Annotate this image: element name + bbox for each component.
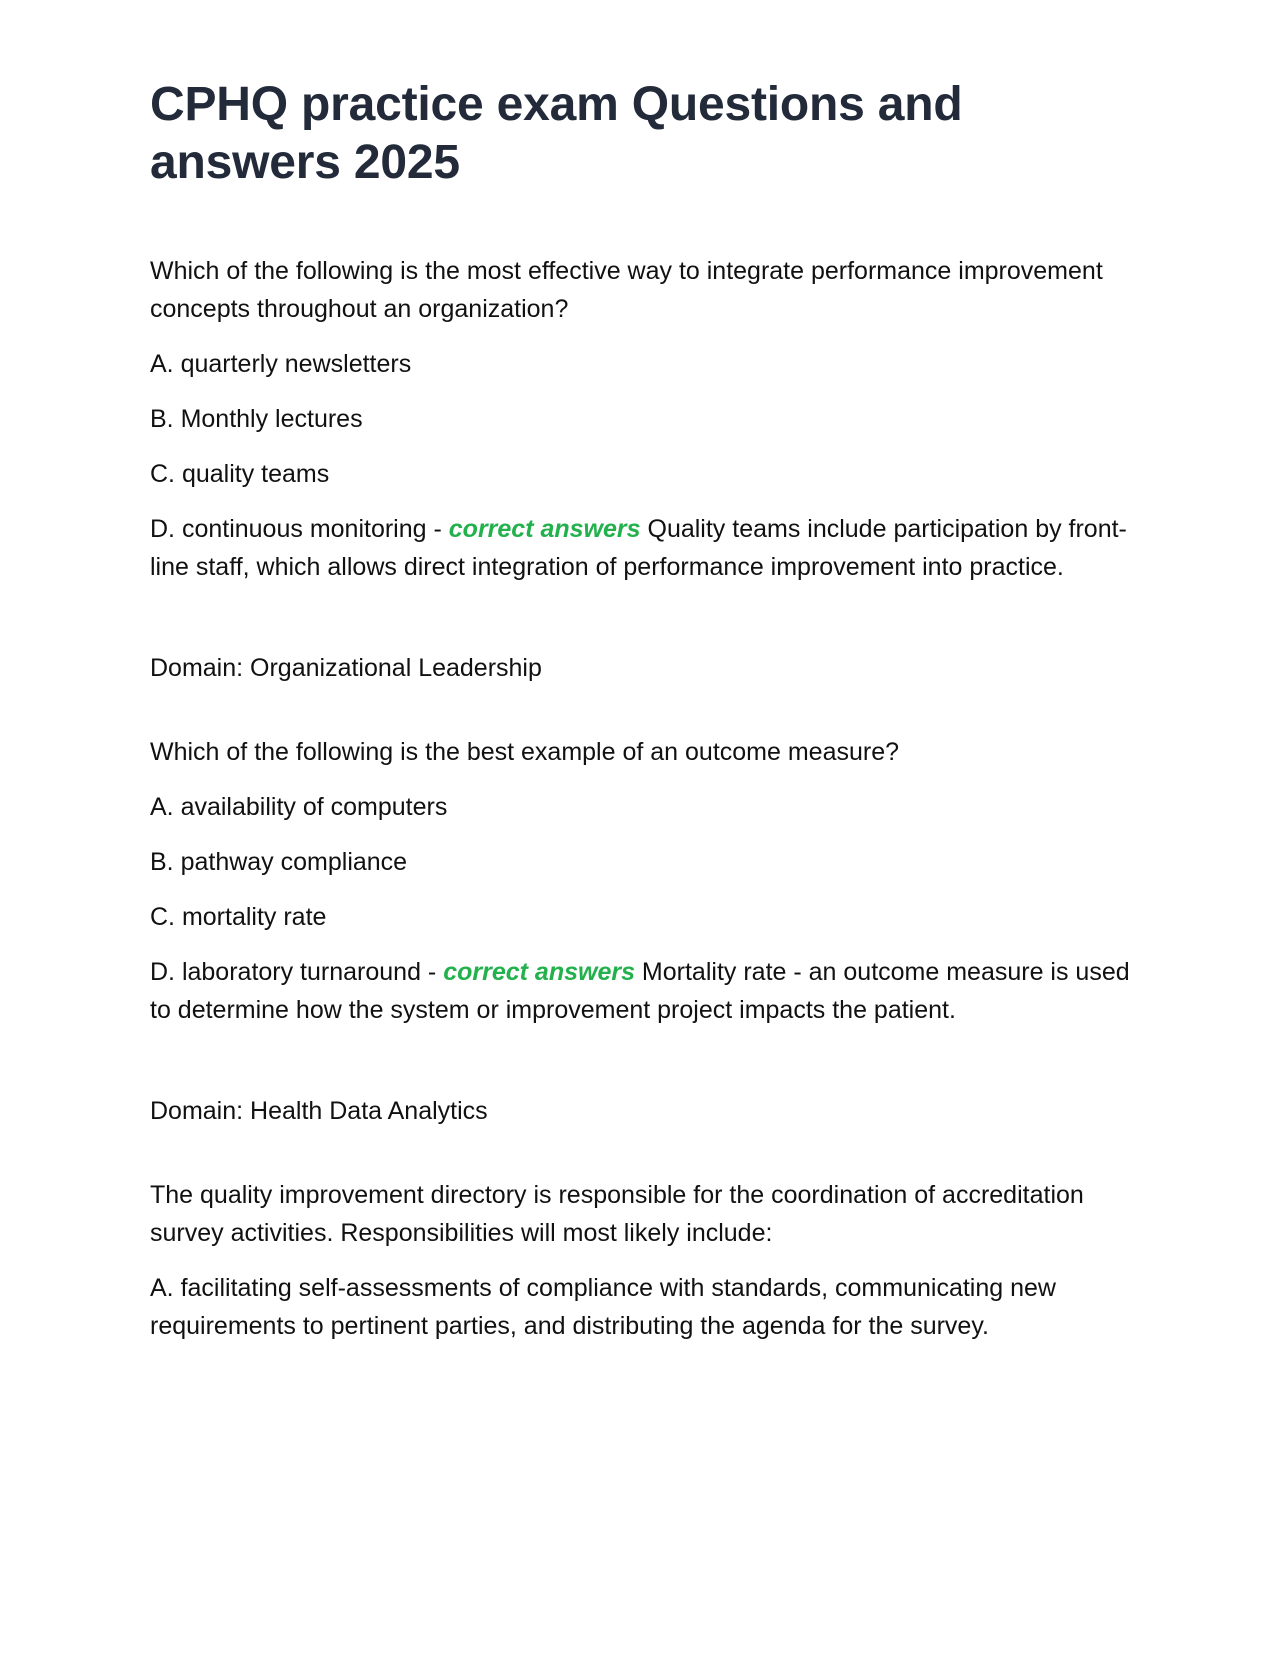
question-stem: Which of the following is the best example of an outcome measure?	[150, 738, 900, 766]
answer-option: B. pathway compliance	[150, 848, 408, 876]
correct-answers-label: correct answers	[443, 958, 635, 986]
document-title: CPHQ practice exam Questions and answers 2025	[150, 78, 963, 189]
correct-answers-label: correct answers	[448, 515, 641, 543]
question-block-2	[150, 733, 1130, 1176]
domain-label: Domain: Organizational Leadership	[150, 654, 542, 682]
answer-option: A. facilitating self-assessments of compliance with standards, communicating new requirements to pertinent parties, and distributing the agenda for the survey.	[150, 1274, 1056, 1340]
answer-option-with-explanation	[150, 953, 1130, 1029]
answer-option: A. quarterly newsletters	[150, 350, 412, 378]
question-stem: The quality improvement directory is responsible for the coordination of accreditation survey activities. Responsibilities will most likely include:	[150, 1181, 1084, 1247]
answer-option-with-explanation	[150, 510, 1130, 586]
answer-option: C. quality teams	[150, 460, 330, 488]
answer-option: D. laboratory turnaround -	[150, 958, 444, 986]
answer-option: B. Monthly lectures	[150, 405, 363, 433]
answer-explanation: Quality teams include participation by front-line staff, which allows direct integration of performance improvement into practice.	[150, 515, 1127, 581]
answer-option: A. availability of computers	[150, 793, 448, 821]
question-stem: Which of the following is the most effective way to integrate performance improvement concepts throughout an organization?	[150, 257, 1103, 323]
question-block-1	[150, 252, 1130, 733]
document-page	[150, 76, 1130, 1362]
answer-option: C. mortality rate	[150, 903, 327, 931]
answer-explanation: Mortality rate - an outcome measure is used to determine how the system or improvement project impacts the patient.	[150, 958, 1130, 1024]
domain-label: Domain: Health Data Analytics	[150, 1097, 488, 1125]
question-block-3	[150, 1176, 1130, 1345]
answer-option: D. continuous monitoring -	[150, 515, 449, 543]
